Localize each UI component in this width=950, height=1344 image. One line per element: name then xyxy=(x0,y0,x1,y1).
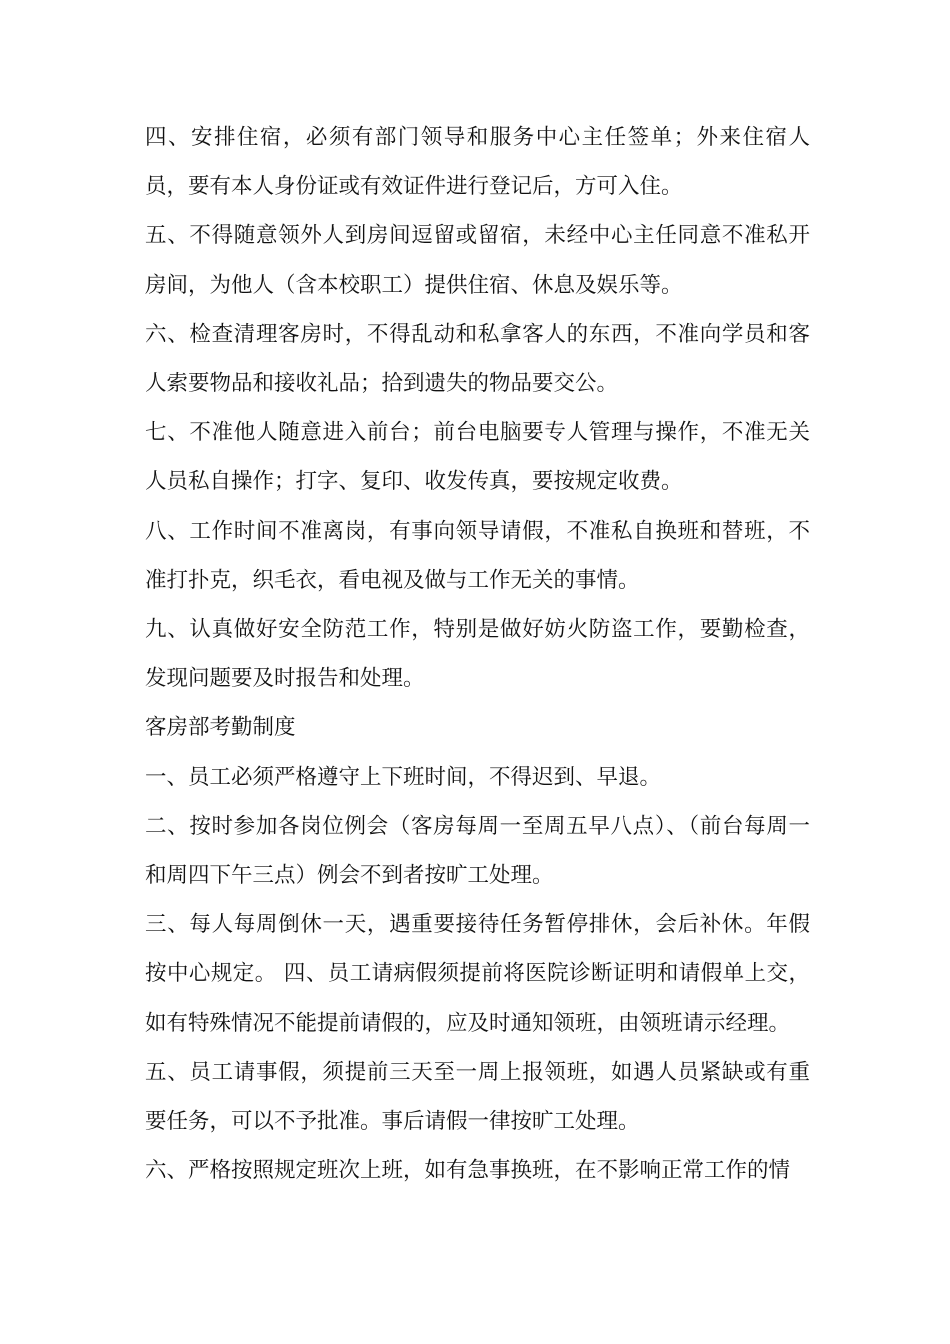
attendance-rule-2: 二、按时参加各岗位例会（客房每周一至周五早八点）、（前台每周一和周四下午三点）例会不到者按旷工处理。 xyxy=(145,813,810,889)
rule-paragraph-6: 六、检查清理客房时，不得乱动和私拿客人的东西，不准向学员和客人索要物品和接收礼品；拾到遗失的物品要交公。 xyxy=(145,321,810,397)
attendance-rule-3-4: 三、每人每周倒休一天，遇重要接待任务暂停排休，会后补休。年假按中心规定。 四、员工请病假须提前将医院诊断证明和请假单上交，如有特殊情况不能提前请假的，应及时通知领班，由领班请示经理。 xyxy=(145,912,810,1036)
rule-paragraph-9: 九、认真做好安全防范工作，特别是做好妨火防盗工作，要勤检查，发现问题要及时报告和处理。 xyxy=(145,617,810,692)
attendance-rule-5: 五、员工请事假，须提前三天至一周上报领班，如遇人员紧缺或有重要任务，可以不予批准。事后请假一律按旷工处理。 xyxy=(145,1059,810,1135)
section-title: 客房部考勤制度 xyxy=(145,715,296,741)
rule-paragraph-4: 四、安排住宿，必须有部门领导和服务中心主任签单；外来住宿人员，要有本人身份证或有效证件进行登记后，方可入住。 xyxy=(145,125,810,200)
rule-paragraph-5: 五、不得随意领外人到房间逗留或留宿，未经中心主任同意不准私开房间，为他人（含本校职工）提供住宿、休息及娱乐等。 xyxy=(145,223,810,298)
attendance-rule-1: 一、员工必须严格遵守上下班时间，不得迟到、早退。 xyxy=(145,764,662,790)
rule-paragraph-7: 七、不准他人随意进入前台；前台电脑要专人管理与操作，不准无关人员私自操作；打字、复印、收发传真，要按规定收费。 xyxy=(145,420,810,495)
attendance-rule-6: 六、严格按照规定班次上班，如有急事换班，在不影响正常工作的情 xyxy=(145,1158,791,1184)
rule-paragraph-8: 八、工作时间不准离岗，有事向领导请假，不准私自换班和替班，不准打扑克，织毛衣，看电视及做与工作无关的事情。 xyxy=(145,518,810,593)
document-body xyxy=(145,113,810,1195)
